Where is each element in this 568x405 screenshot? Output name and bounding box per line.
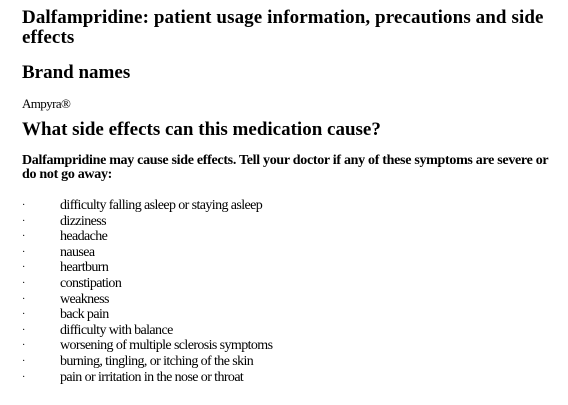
bullet-icon: · <box>22 277 25 289</box>
list-item <box>22 292 558 308</box>
list-item-text: difficulty falling asleep or staying asleep <box>60 198 263 213</box>
list-item-text: weakness <box>60 291 109 307</box>
list-item <box>22 276 558 292</box>
list-item <box>22 214 558 230</box>
bullet-icon: · <box>22 246 25 258</box>
bullet-icon: · <box>22 324 25 336</box>
bullet-icon: · <box>22 231 25 243</box>
bullet-icon: · <box>22 309 25 321</box>
list-item <box>22 323 558 339</box>
bullet-icon: · <box>22 355 25 367</box>
list-item-text: burning, tingling, or itching of the skin <box>60 353 254 369</box>
list-item <box>22 338 558 354</box>
side-effects-heading: What side effects can this medication cause? <box>22 119 381 140</box>
list-item <box>22 307 558 323</box>
list-item-text: heartburn <box>60 260 109 276</box>
bullet-icon: · <box>22 340 25 352</box>
list-item-text: worsening of multiple sclerosis symptoms <box>60 338 273 354</box>
list-item-text: constipation <box>60 275 122 291</box>
list-item <box>22 198 558 214</box>
bullet-icon: · <box>22 371 25 383</box>
list-item-text: nausea <box>60 244 95 260</box>
list-item-text: back pain <box>60 307 109 323</box>
bullet-icon: · <box>22 262 25 274</box>
side-effects-list <box>22 198 558 385</box>
list-item-text: dizziness <box>60 213 106 229</box>
bullet-icon: · <box>22 293 25 305</box>
list-item <box>22 245 558 261</box>
bullet-icon: · <box>22 215 25 227</box>
list-item <box>22 354 558 370</box>
brand-name-text: Ampyra® <box>22 96 71 111</box>
side-effects-intro: Dalfampridine may cause side effects. Tell your doctor if any of these symptoms are severe or do not go away: <box>22 153 549 182</box>
list-item <box>22 260 558 276</box>
list-item-text: difficulty with balance <box>60 322 173 338</box>
brand-names-heading: Brand names <box>22 62 131 83</box>
list-item-text: pain or irritation in the nose or throat <box>60 369 244 385</box>
list-item <box>22 229 558 245</box>
list-item-text: headache <box>60 229 108 245</box>
bullet-icon: · <box>22 200 25 211</box>
list-item <box>22 370 558 386</box>
page-title: Dalfampridine: patient usage information, precautions and side effects <box>22 7 544 48</box>
